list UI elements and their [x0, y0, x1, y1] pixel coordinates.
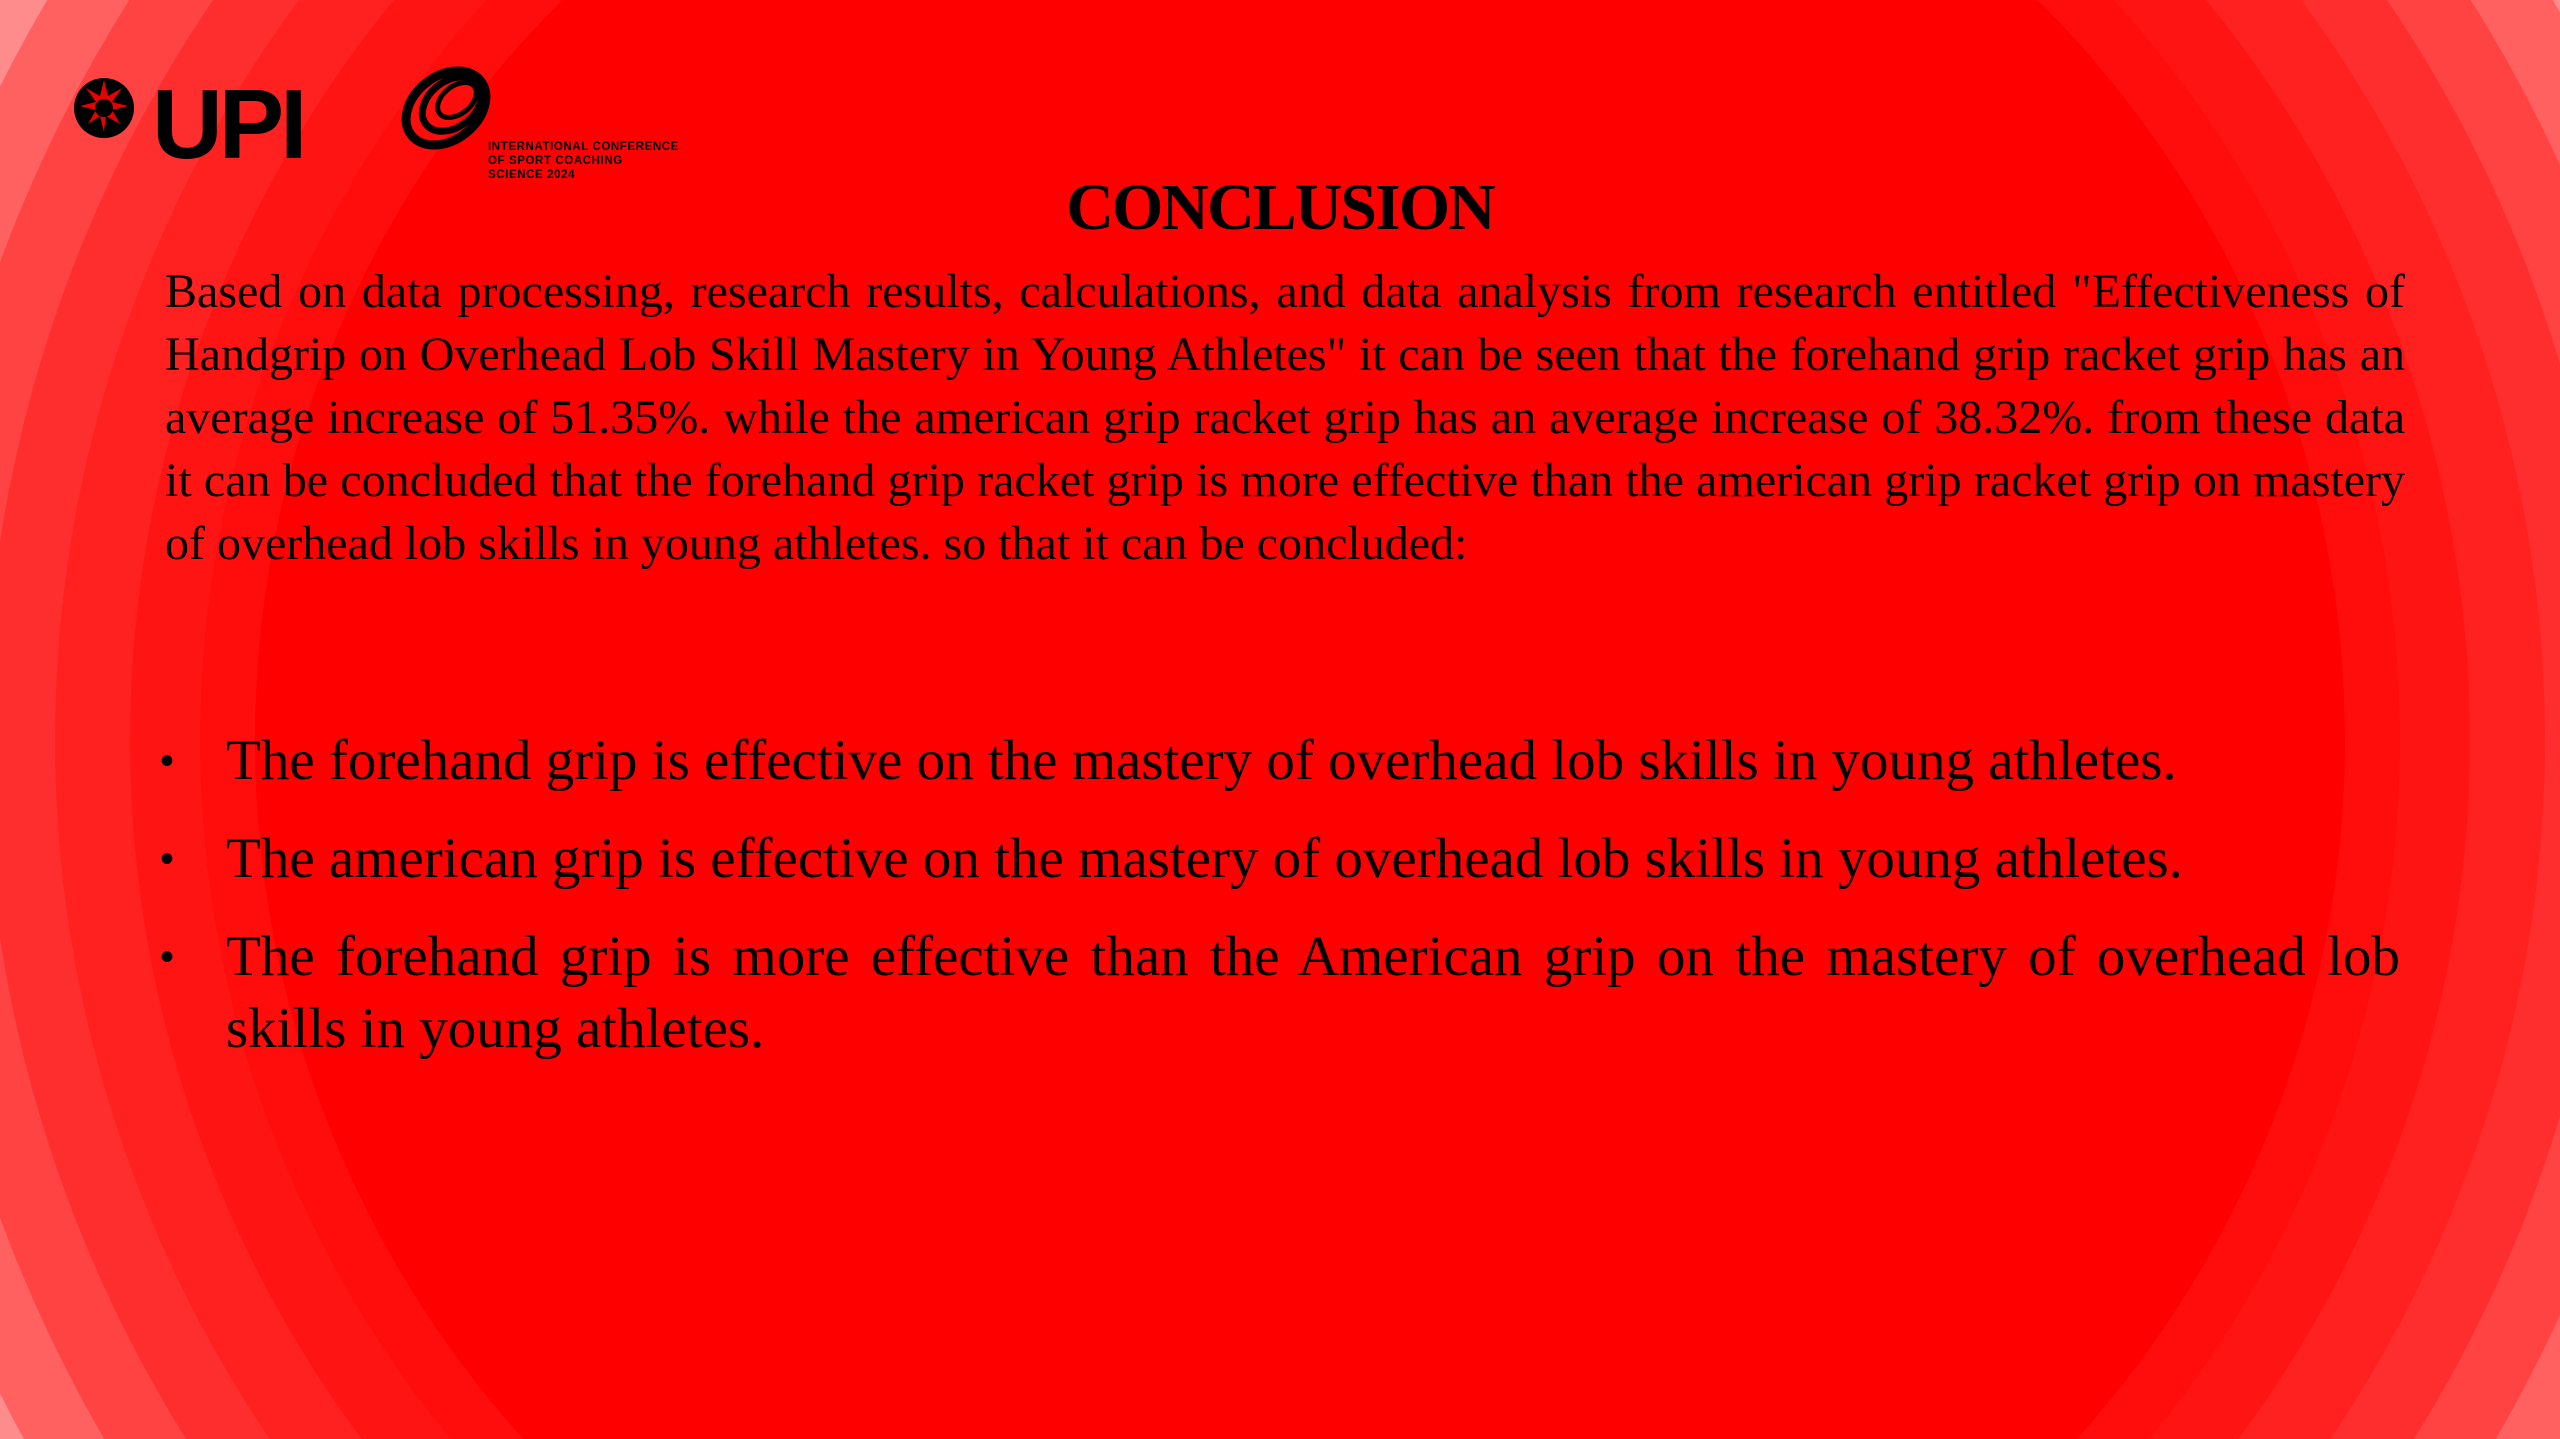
conclusion-list — [160, 725, 2400, 1091]
conference-line-2: OF SPORT COACHING — [488, 155, 623, 167]
upi-logo — [70, 70, 310, 165]
conclusion-text: The forehand grip is effective on the mastery of overhead lob skills in young athletes. — [226, 729, 2177, 792]
conclusion-text: The forehand grip is more effective than the American grip on the mastery of overhead lob skills in young athletes. — [226, 925, 2400, 1060]
bullet-icon: • — [160, 935, 175, 979]
conference-line-1: INTERNATIONAL CONFERENCE — [488, 141, 679, 153]
upi-emblem-icon — [74, 78, 134, 138]
bullet-icon: • — [160, 837, 175, 881]
slide-title: CONCLUSION — [1066, 171, 1494, 244]
upi-logo-text: UPI — [152, 70, 304, 165]
conclusion-item — [160, 725, 2400, 797]
conclusion-item — [160, 921, 2400, 1065]
conclusion-item — [160, 823, 2400, 895]
conclusion-text: The american grip is effective on the mastery of overhead lob skills in young athletes. — [226, 827, 2183, 890]
intro-paragraph: Based on data processing, research results, calculations, and data analysis from research entitled "Effectiveness of Handgrip on Overhead Lob Skill Mastery in Young Athletes" it can be seen that the forehand grip racket grip has an average increase of 51.35%. while the american grip racket grip has an average increase of 38.32%. from these data it can be concluded that the forehand grip racket grip is more effective than the american grip racket grip on mastery of overhead lob skills in young athletes. so that it can be concluded: — [165, 265, 2405, 570]
bullet-icon: • — [160, 739, 175, 783]
conference-line-3: SCIENCE 2024 — [488, 169, 576, 181]
